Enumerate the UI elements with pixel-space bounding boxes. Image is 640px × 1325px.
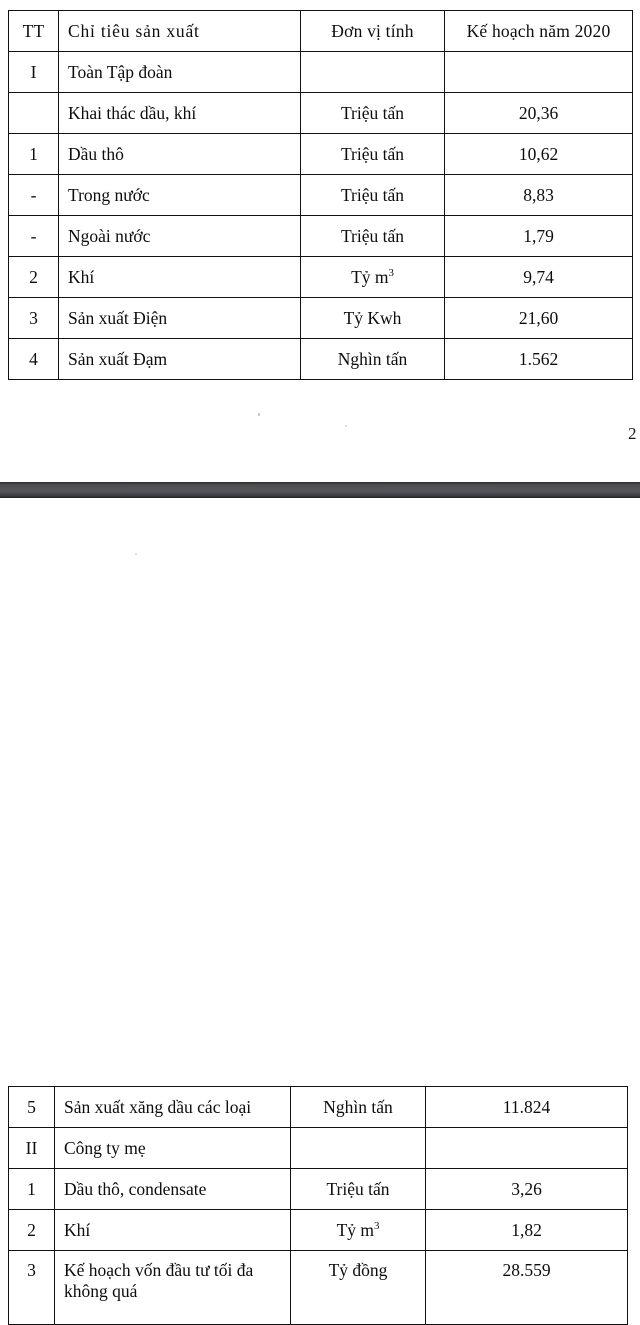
row-tt: - <box>9 216 59 257</box>
scan-speckle <box>258 413 260 416</box>
unit-exponent: 3 <box>374 1219 380 1232</box>
table-header-row <box>9 11 633 52</box>
row-plan: 3,26 <box>426 1169 628 1210</box>
table-row <box>9 298 633 339</box>
table-row <box>9 175 633 216</box>
page-number-fragment: 2 <box>628 424 637 443</box>
row-unit <box>291 1210 426 1251</box>
row-plan: 28.559 <box>426 1251 628 1325</box>
table-row <box>9 1087 628 1128</box>
production-plan-table <box>8 10 633 380</box>
row-name: Khai thác dầu, khí <box>59 93 301 134</box>
row-plan: 1.562 <box>445 339 633 380</box>
unit-text: Tỷ m <box>351 266 389 287</box>
row-tt: 3 <box>9 298 59 339</box>
row-unit: Tỷ Kwh <box>301 298 445 339</box>
row-unit: Nghìn tấn <box>301 339 445 380</box>
row-plan: 9,74 <box>445 257 633 298</box>
row-unit: Triệu tấn <box>301 134 445 175</box>
row-name: Dầu thô <box>59 134 301 175</box>
row-plan: 20,36 <box>445 93 633 134</box>
table-row <box>9 216 633 257</box>
table-row <box>9 1128 628 1169</box>
scan-speckle <box>135 553 137 555</box>
row-tt: 3 <box>9 1251 55 1325</box>
column-header-tt: TT <box>9 11 59 52</box>
row-tt: - <box>9 175 59 216</box>
row-name: Sản xuất Đạm <box>59 339 301 380</box>
row-unit: Triệu tấn <box>301 175 445 216</box>
row-name: Trong nước <box>59 175 301 216</box>
column-header-indicator: Chỉ tiêu sản xuất <box>59 11 301 52</box>
row-tt <box>9 93 59 134</box>
unit-text: Tỷ m <box>336 1219 374 1240</box>
table-row <box>9 339 633 380</box>
row-plan <box>445 52 633 93</box>
table-row <box>9 1169 628 1210</box>
row-tt: 1 <box>9 134 59 175</box>
row-tt: II <box>9 1128 55 1169</box>
row-plan: 8,83 <box>445 175 633 216</box>
row-tt: 5 <box>9 1087 55 1128</box>
table-row <box>9 1210 628 1251</box>
row-name: Dầu thô, condensate <box>55 1169 291 1210</box>
row-unit: Triệu tấn <box>301 93 445 134</box>
row-name: Công ty mẹ <box>55 1128 291 1169</box>
production-plan-body <box>9 52 633 380</box>
row-plan <box>426 1128 628 1169</box>
row-unit <box>301 257 445 298</box>
column-header-plan-2020: Kế hoạch năm 2020 <box>445 11 633 52</box>
table-row <box>9 93 633 134</box>
row-unit: Tỷ đồng <box>291 1251 426 1325</box>
row-tt: 1 <box>9 1169 55 1210</box>
parent-company-table <box>8 1086 628 1325</box>
row-plan: 1,79 <box>445 216 633 257</box>
page-separator-band <box>0 482 640 498</box>
row-name: Kế hoạch vốn đầu tư tối đa không quá <box>55 1251 291 1325</box>
row-unit: Triệu tấn <box>291 1169 426 1210</box>
row-plan: 1,82 <box>426 1210 628 1251</box>
scan-speckle <box>345 425 347 427</box>
row-name: Toàn Tập đoàn <box>59 52 301 93</box>
scanned-page-top <box>0 0 640 482</box>
row-tt: 2 <box>9 257 59 298</box>
column-header-unit: Đơn vị tính <box>301 11 445 52</box>
unit-exponent: 3 <box>388 266 394 279</box>
row-plan: 10,62 <box>445 134 633 175</box>
row-name: Ngoài nước <box>59 216 301 257</box>
row-tt: 2 <box>9 1210 55 1251</box>
row-unit: Triệu tấn <box>301 216 445 257</box>
row-plan: 21,60 <box>445 298 633 339</box>
parent-company-body <box>9 1087 628 1325</box>
scanned-page-bottom <box>0 498 640 1301</box>
table-row <box>9 1251 628 1325</box>
row-tt: 4 <box>9 339 59 380</box>
row-plan: 11.824 <box>426 1087 628 1128</box>
row-name: Sản xuất xăng dầu các loại <box>55 1087 291 1128</box>
table-row <box>9 257 633 298</box>
table-row <box>9 134 633 175</box>
row-unit <box>291 1128 426 1169</box>
row-unit: Nghìn tấn <box>291 1087 426 1128</box>
row-name: Sản xuất Điện <box>59 298 301 339</box>
row-name: Khí <box>55 1210 291 1251</box>
row-name: Khí <box>59 257 301 298</box>
row-unit <box>301 52 445 93</box>
row-tt: I <box>9 52 59 93</box>
table-row <box>9 52 633 93</box>
